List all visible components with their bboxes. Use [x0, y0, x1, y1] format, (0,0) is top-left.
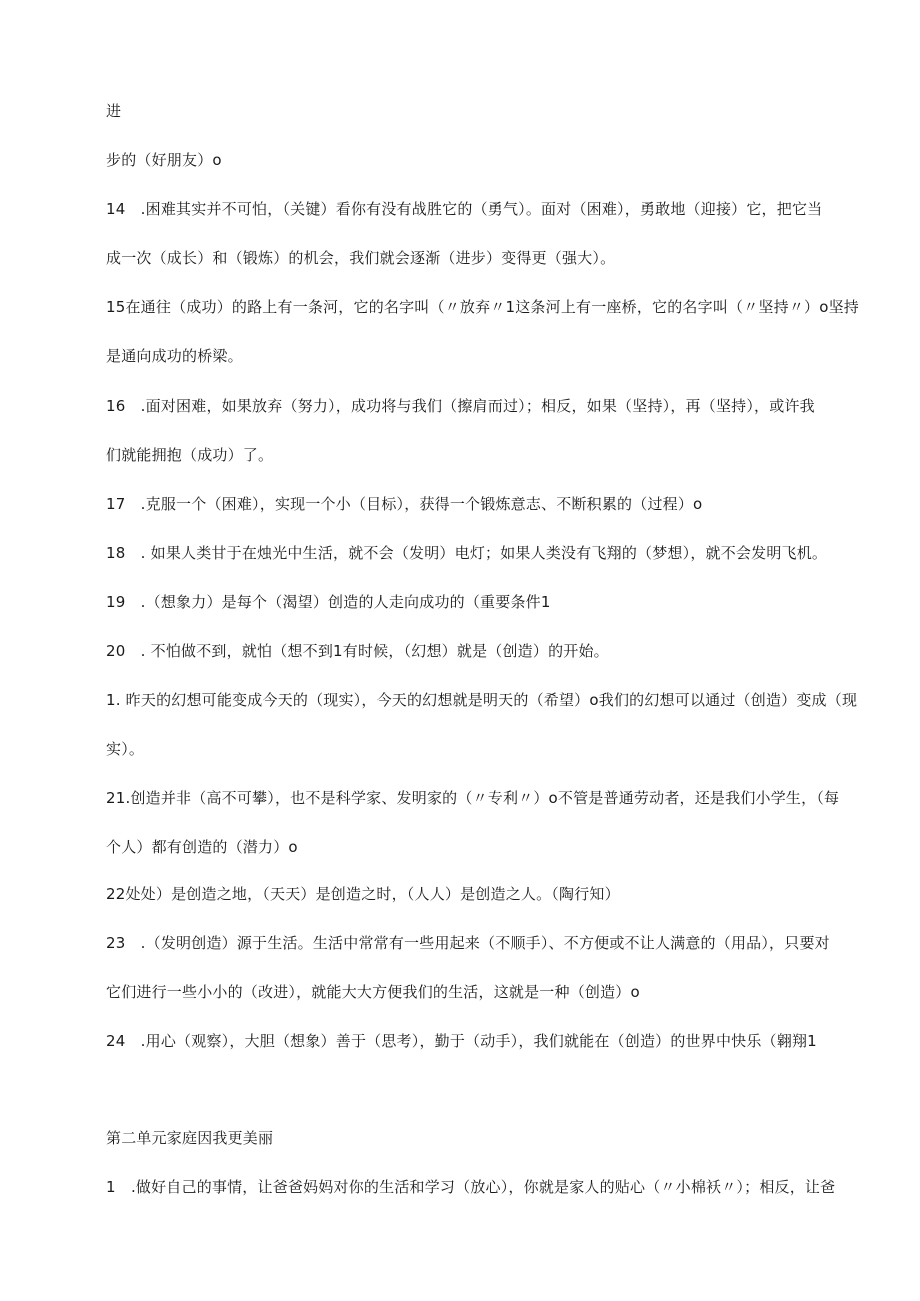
text-line: 16 .面对困难，如果放弃（努力），成功将与我们（擦肩而过）；相反，如果（坚持），再（坚持），或许我 [106, 397, 815, 415]
text-line: 21.创造并非（高不可攀），也不是科学家、发明家的（〃专利〃）o不管是普通劳动者，还是我们小学生，（每 [106, 789, 840, 807]
text-line: 它们进行一些小小的（改进），就能大大方便我们的生活，这就是一种（创造）o [106, 983, 640, 1001]
text-line: 23 .（发明创造）源于生活。生活中常常有一些用起来（不顺手）、不方便或不让人满意的（用品），只要对 [106, 934, 830, 952]
text-line: 19 .（想象力）是每个（渴望）创造的人走向成功的（重要条件1 [106, 593, 551, 611]
text-line: 是通向成功的桥梁。 [106, 347, 243, 365]
text-line: 17 .克服一个（困难），实现一个小（目标），获得一个锻炼意志、不断积累的（过程）o [106, 495, 703, 513]
text-line: 22处处）是创造之地，（天天）是创造之时，（人人）是创造之人。（陶行知） [106, 885, 620, 903]
text-line: 1. 昨天的幻想可能变成今天的（现实），今天的幻想就是明天的（希望）o我们的幻想可以通过（创造）变成（现 [106, 691, 858, 709]
text-line: 15在通往（成功）的路上有一条河，它的名字叫（〃放弃〃1这条河上有一座桥，它的名字叫（〃坚持〃）o坚持 [106, 298, 860, 316]
text-line: 18 . 如果人类甘于在烛光中生活，就不会（发明）电灯；如果人类没有飞翔的（梦想），就不会发明飞机。 [106, 544, 828, 562]
text-line: 步的（好朋友）o [106, 151, 222, 169]
text-line: 个人）都有创造的（潜力）o [106, 838, 298, 856]
text-line: 们就能拥抱（成功）了。 [106, 446, 274, 464]
section-heading: 第二单元家庭因我更美丽 [106, 1129, 274, 1147]
text-line: 24 .用心（观察），大胆（想象）善于（思考），勤于（动手），我们就能在（创造）的世界中快乐（翱翔1 [106, 1032, 817, 1050]
text-line: 20 . 不怕做不到，就怕（想不到1有时候，（幻想）就是（创造）的开始。 [106, 642, 609, 660]
text-line: 实）。 [106, 740, 145, 758]
text-line: 1 .做好自己的事情，让爸爸妈妈对你的生活和学习（放心），你就是家人的贴心（〃小棉袄〃）；相反，让爸 [106, 1178, 836, 1196]
text-line: 成一次（成长）和（锻炼）的机会，我们就会逐渐（进步）变得更（强大）。 [106, 249, 616, 267]
text-line: 14 .困难其实并不可怕，（关键）看你有没有战胜它的（勇气）。面对（困难），勇敢地（迎接）它，把它当 [106, 200, 823, 218]
text-line: 进 [106, 102, 122, 120]
